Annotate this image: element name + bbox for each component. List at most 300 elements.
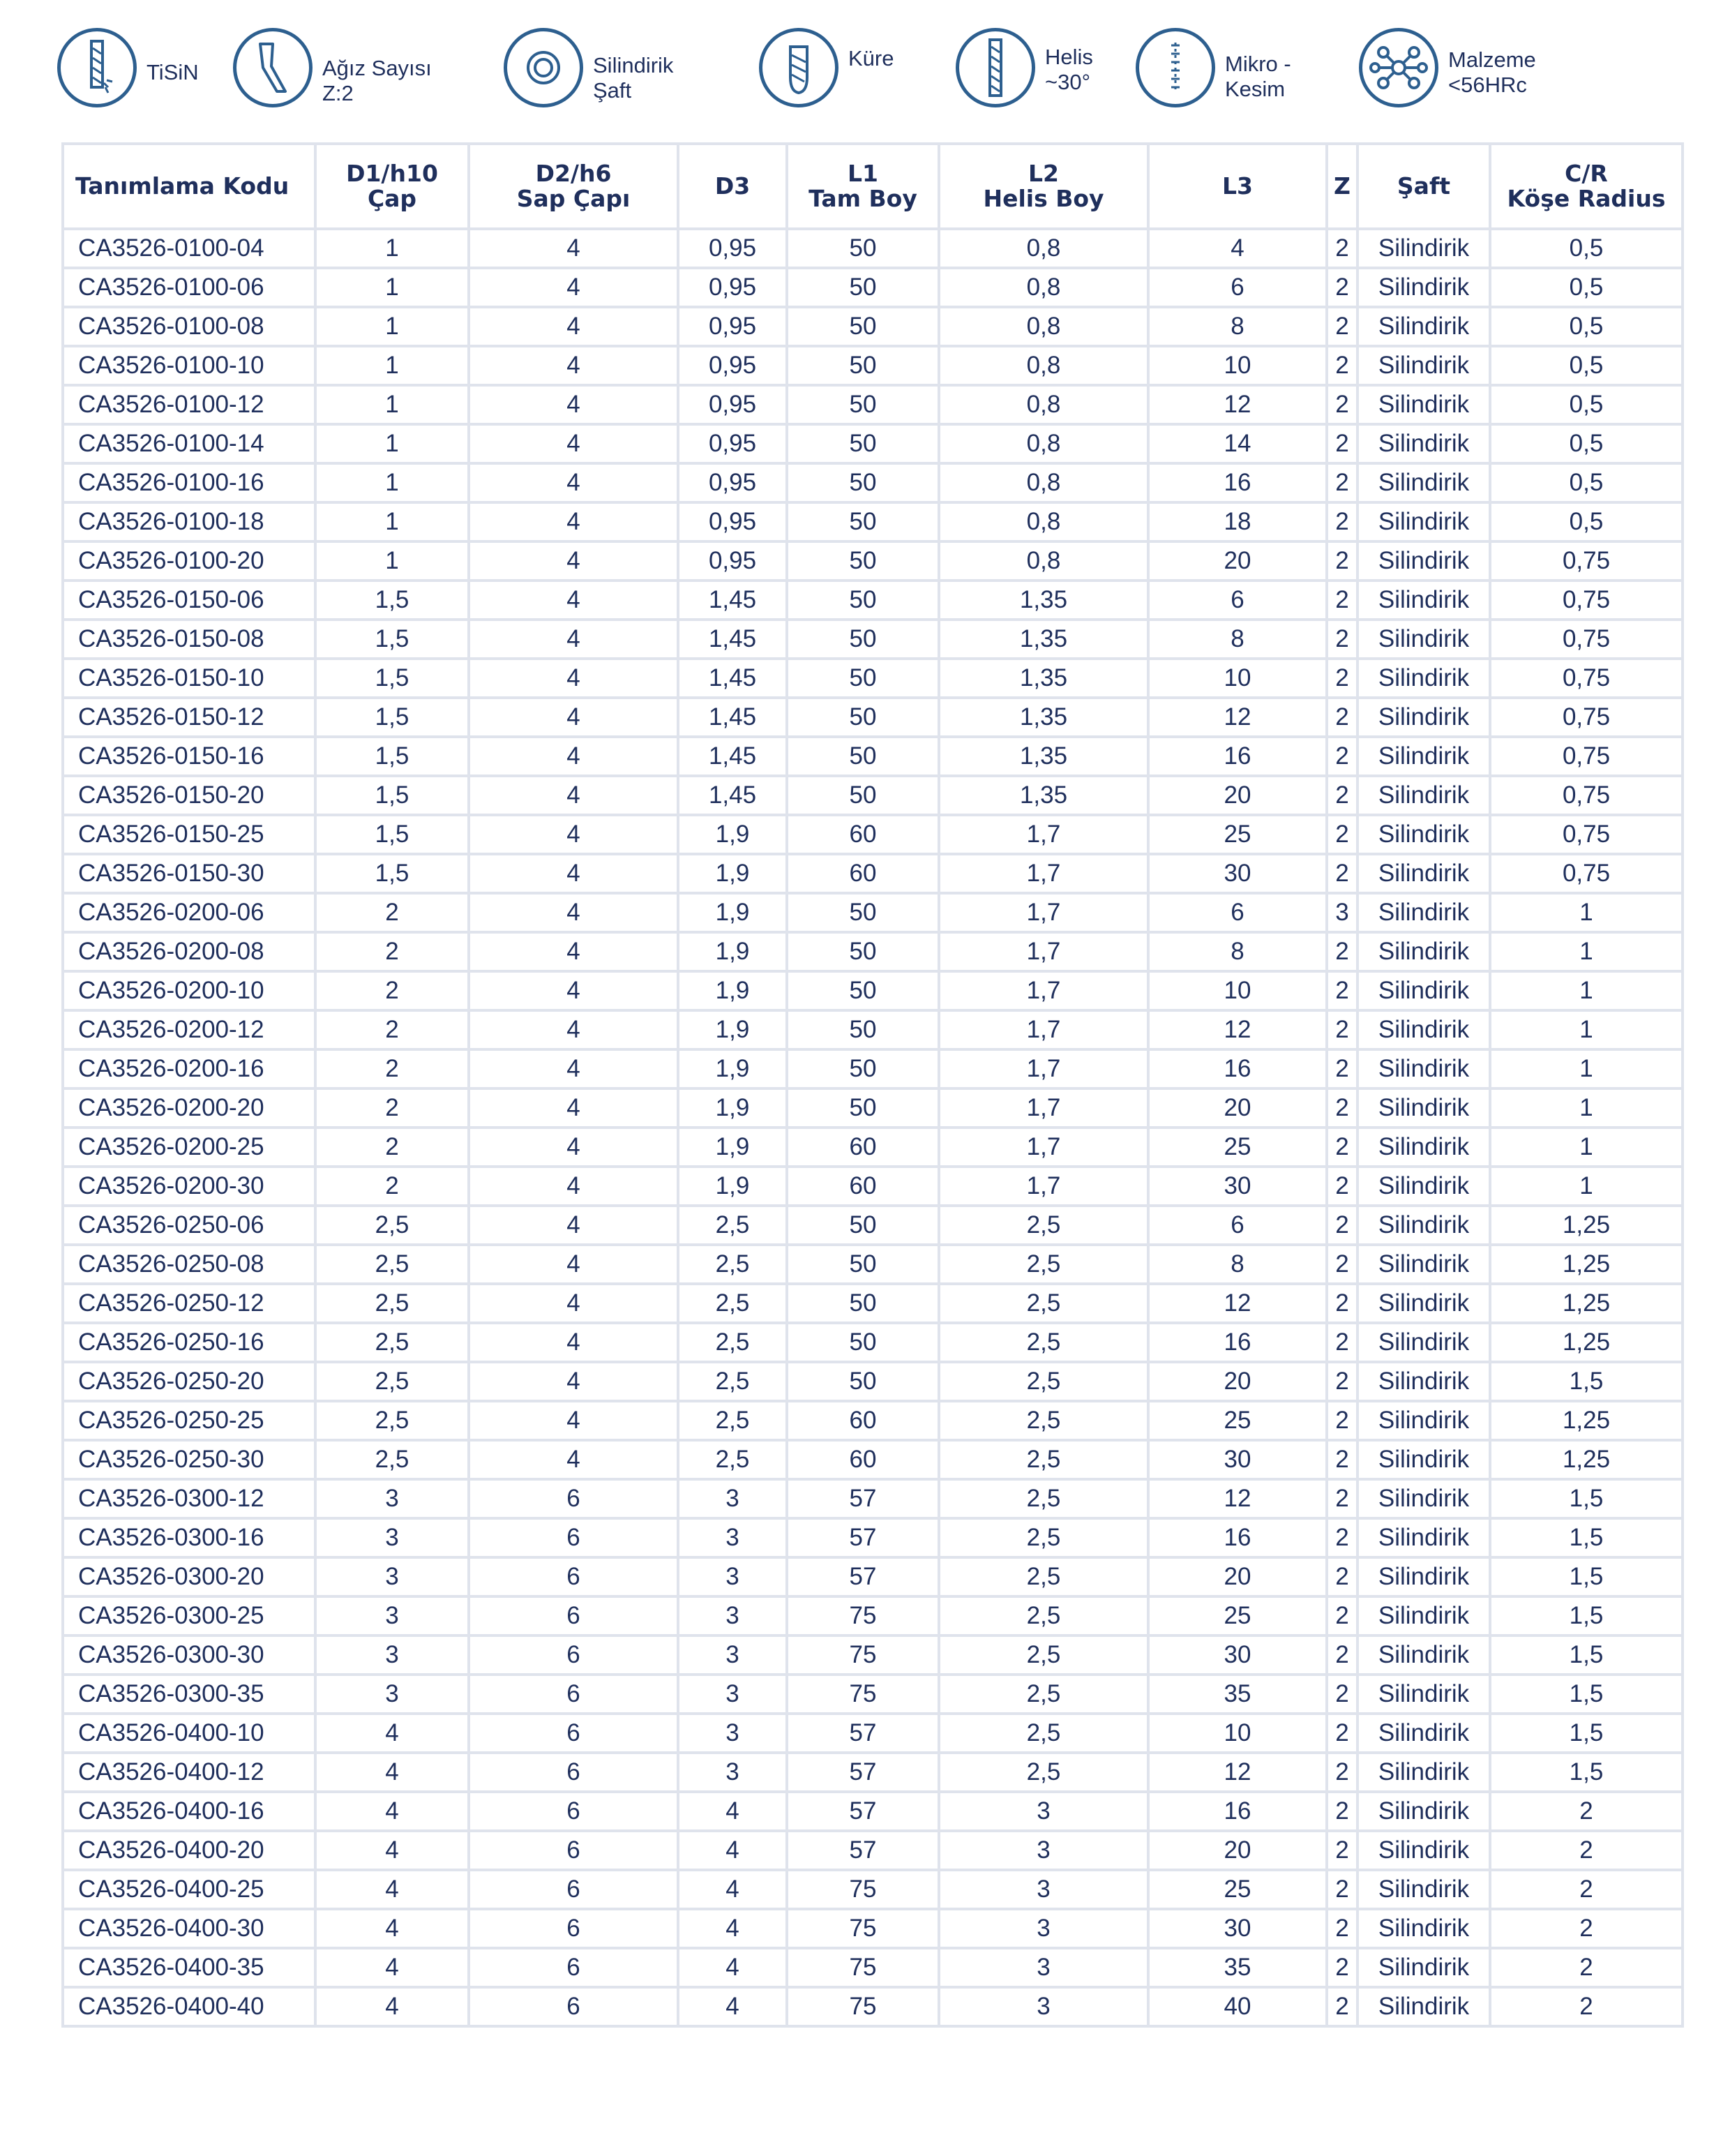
table-cell-d3: 0,95 — [678, 307, 787, 346]
table-cell-code: CA3526-0400-25 — [63, 1870, 315, 1909]
table-cell-l2: 3 — [939, 1909, 1148, 1948]
table-cell-d3: 4 — [678, 1792, 787, 1831]
table-cell-z: 2 — [1327, 1049, 1357, 1088]
table-row — [63, 1948, 1683, 1987]
table-cell-z: 2 — [1327, 424, 1357, 463]
table-cell-l3: 10 — [1148, 346, 1327, 385]
table-cell-d3: 2,5 — [678, 1440, 787, 1479]
table-row — [63, 268, 1683, 307]
table-cell-radius: 0,5 — [1490, 268, 1683, 307]
table-cell-radius: 2 — [1490, 1831, 1683, 1870]
table-cell-d3: 3 — [678, 1753, 787, 1792]
table-row — [63, 1088, 1683, 1128]
table-cell-code: CA3526-0150-06 — [63, 581, 315, 620]
table-cell-l2: 0,8 — [939, 424, 1148, 463]
table-cell-l3: 8 — [1148, 307, 1327, 346]
table-cell-d1: 2 — [315, 1010, 469, 1049]
table-cell-shank: Silindirik — [1357, 581, 1490, 620]
table-cell-l1: 75 — [787, 1635, 939, 1675]
table-cell-l1: 50 — [787, 346, 939, 385]
table-cell-d1: 2,5 — [315, 1206, 469, 1245]
table-cell-z: 2 — [1327, 463, 1357, 502]
table-cell-shank: Silindirik — [1357, 1518, 1490, 1557]
table-cell-l2: 1,35 — [939, 659, 1148, 698]
header-line: L1 — [848, 160, 878, 187]
table-row — [63, 1010, 1683, 1049]
table-cell-radius: 1,25 — [1490, 1440, 1683, 1479]
table-row — [63, 1206, 1683, 1245]
table-cell-radius: 1 — [1490, 1128, 1683, 1167]
table-cell-radius: 1,25 — [1490, 1284, 1683, 1323]
table-cell-d3: 1,9 — [678, 1088, 787, 1128]
table-body — [63, 229, 1683, 2026]
table-cell-l2: 2,5 — [939, 1206, 1148, 1245]
table-cell-d3: 3 — [678, 1635, 787, 1675]
table-row — [63, 1128, 1683, 1167]
table-cell-l1: 75 — [787, 1909, 939, 1948]
table-cell-d1: 1 — [315, 307, 469, 346]
table-cell-d2: 4 — [469, 776, 678, 815]
table-cell-l3: 20 — [1148, 541, 1327, 581]
table-cell-l1: 50 — [787, 385, 939, 424]
table-cell-l3: 6 — [1148, 581, 1327, 620]
table-cell-d2: 6 — [469, 1948, 678, 1987]
feature-label — [1448, 47, 1536, 98]
material-molecule-icon — [1359, 28, 1438, 107]
table-cell-d3: 3 — [678, 1596, 787, 1635]
table-cell-l2: 1,7 — [939, 1049, 1148, 1088]
table-cell-z: 2 — [1327, 1440, 1357, 1479]
table-cell-l1: 75 — [787, 1675, 939, 1714]
table-cell-l3: 16 — [1148, 737, 1327, 776]
column-header-code — [63, 144, 315, 229]
table-cell-d1: 2 — [315, 971, 469, 1010]
table-cell-l3: 4 — [1148, 229, 1327, 268]
table-cell-d1: 2 — [315, 893, 469, 932]
column-header-l3 — [1148, 144, 1327, 229]
table-row — [63, 463, 1683, 502]
table-row — [63, 737, 1683, 776]
table-row — [63, 893, 1683, 932]
table-cell-shank: Silindirik — [1357, 1753, 1490, 1792]
table-cell-code: CA3526-0150-10 — [63, 659, 315, 698]
table-cell-radius: 1,5 — [1490, 1714, 1683, 1753]
table-row — [63, 346, 1683, 385]
table-cell-code: CA3526-0100-20 — [63, 541, 315, 581]
table-cell-z: 2 — [1327, 1010, 1357, 1049]
table-cell-radius: 1,5 — [1490, 1675, 1683, 1714]
table-cell-code: CA3526-0300-12 — [63, 1479, 315, 1518]
table-cell-l2: 2,5 — [939, 1401, 1148, 1440]
feature-label-line: Kesim — [1225, 77, 1286, 101]
product-table-container — [61, 142, 1684, 2028]
table-row — [63, 385, 1683, 424]
table-cell-d1: 1 — [315, 424, 469, 463]
header-line: D1/h10 — [346, 160, 438, 187]
table-cell-d1: 4 — [315, 1948, 469, 1987]
table-cell-d1: 3 — [315, 1596, 469, 1635]
cylindrical-shank-icon — [504, 28, 583, 107]
feature-label-line: Ağız Sayısı — [322, 56, 432, 80]
table-cell-shank: Silindirik — [1357, 1870, 1490, 1909]
table-cell-l3: 6 — [1148, 268, 1327, 307]
table-cell-code: CA3526-0100-04 — [63, 229, 315, 268]
table-cell-l2: 1,35 — [939, 698, 1148, 737]
table-cell-radius: 0,5 — [1490, 229, 1683, 268]
table-cell-d1: 2,5 — [315, 1284, 469, 1323]
table-cell-z: 2 — [1327, 776, 1357, 815]
table-cell-d2: 6 — [469, 1714, 678, 1753]
table-cell-code: CA3526-0250-08 — [63, 1245, 315, 1284]
table-cell-z: 2 — [1327, 1245, 1357, 1284]
column-header-radius — [1490, 144, 1683, 229]
feature-label-line: Şaft — [593, 78, 632, 103]
ball-nose-icon — [759, 28, 838, 107]
table-row — [63, 1675, 1683, 1714]
table-cell-d1: 4 — [315, 1714, 469, 1753]
table-cell-shank: Silindirik — [1357, 971, 1490, 1010]
table-cell-code: CA3526-0200-10 — [63, 971, 315, 1010]
table-cell-l3: 30 — [1148, 854, 1327, 893]
table-cell-d2: 4 — [469, 1049, 678, 1088]
table-cell-l3: 16 — [1148, 1792, 1327, 1831]
table-row — [63, 307, 1683, 346]
table-cell-code: CA3526-0100-16 — [63, 463, 315, 502]
table-cell-l1: 50 — [787, 893, 939, 932]
table-cell-d2: 4 — [469, 541, 678, 581]
table-row — [63, 1245, 1683, 1284]
table-row — [63, 502, 1683, 541]
table-cell-l1: 50 — [787, 1088, 939, 1128]
table-cell-shank: Silindirik — [1357, 1909, 1490, 1948]
table-cell-d3: 1,9 — [678, 971, 787, 1010]
table-cell-code: CA3526-0150-16 — [63, 737, 315, 776]
column-header-d1 — [315, 144, 469, 229]
table-cell-d2: 4 — [469, 620, 678, 659]
table-cell-l3: 18 — [1148, 502, 1327, 541]
table-cell-shank: Silindirik — [1357, 815, 1490, 854]
table-cell-z: 2 — [1327, 541, 1357, 581]
table-cell-l3: 12 — [1148, 698, 1327, 737]
table-cell-d1: 1 — [315, 502, 469, 541]
table-cell-l3: 8 — [1148, 1245, 1327, 1284]
feature-label-line: Helis — [1045, 45, 1093, 69]
feature-label — [848, 46, 894, 71]
table-cell-d2: 4 — [469, 971, 678, 1010]
table-cell-l2: 3 — [939, 1948, 1148, 1987]
table-cell-l2: 1,35 — [939, 776, 1148, 815]
table-cell-l3: 35 — [1148, 1948, 1327, 1987]
table-cell-d1: 2,5 — [315, 1245, 469, 1284]
table-cell-radius: 0,75 — [1490, 541, 1683, 581]
table-cell-l3: 12 — [1148, 1479, 1327, 1518]
table-cell-l2: 1,7 — [939, 1167, 1148, 1206]
table-cell-d2: 6 — [469, 1479, 678, 1518]
table-cell-l1: 75 — [787, 1948, 939, 1987]
table-cell-z: 2 — [1327, 1870, 1357, 1909]
table-cell-l1: 57 — [787, 1518, 939, 1557]
table-cell-radius: 0,75 — [1490, 854, 1683, 893]
table-cell-d1: 2 — [315, 932, 469, 971]
table-cell-d2: 6 — [469, 1909, 678, 1948]
table-cell-d3: 2,5 — [678, 1206, 787, 1245]
table-cell-d2: 4 — [469, 854, 678, 893]
table-row — [63, 1831, 1683, 1870]
table-row — [63, 1557, 1683, 1596]
table-cell-l2: 2,5 — [939, 1596, 1148, 1635]
table-cell-radius: 0,5 — [1490, 463, 1683, 502]
table-cell-code: CA3526-0300-35 — [63, 1675, 315, 1714]
table-cell-d1: 1,5 — [315, 581, 469, 620]
table-cell-d1: 1 — [315, 385, 469, 424]
table-cell-code: CA3526-0150-25 — [63, 815, 315, 854]
table-row — [63, 1753, 1683, 1792]
table-cell-l1: 50 — [787, 541, 939, 581]
table-cell-l1: 50 — [787, 307, 939, 346]
table-cell-l2: 1,35 — [939, 737, 1148, 776]
table-cell-d3: 0,95 — [678, 385, 787, 424]
header-line: Çap — [367, 185, 417, 212]
table-cell-radius: 1,25 — [1490, 1401, 1683, 1440]
table-cell-l3: 30 — [1148, 1909, 1327, 1948]
header-line: Şaft — [1397, 172, 1451, 200]
table-row — [63, 1792, 1683, 1831]
table-cell-code: CA3526-0400-30 — [63, 1909, 315, 1948]
table-cell-d2: 6 — [469, 1753, 678, 1792]
table-cell-l3: 25 — [1148, 1401, 1327, 1440]
table-cell-d3: 4 — [678, 1909, 787, 1948]
table-cell-d2: 4 — [469, 893, 678, 932]
table-cell-radius: 1 — [1490, 932, 1683, 971]
table-cell-z: 2 — [1327, 1167, 1357, 1206]
table-cell-z: 2 — [1327, 1284, 1357, 1323]
table-cell-l3: 8 — [1148, 932, 1327, 971]
table-cell-d3: 1,9 — [678, 932, 787, 971]
table-cell-l2: 2,5 — [939, 1440, 1148, 1479]
table-cell-d1: 1 — [315, 229, 469, 268]
table-cell-l3: 10 — [1148, 659, 1327, 698]
table-cell-z: 2 — [1327, 1909, 1357, 1948]
table-cell-z: 2 — [1327, 1088, 1357, 1128]
table-cell-l2: 0,8 — [939, 346, 1148, 385]
table-cell-z: 2 — [1327, 1792, 1357, 1831]
table-cell-code: CA3526-0150-08 — [63, 620, 315, 659]
table-cell-l3: 12 — [1148, 1284, 1327, 1323]
table-cell-radius: 0,5 — [1490, 424, 1683, 463]
table-cell-d3: 3 — [678, 1557, 787, 1596]
table-cell-z: 2 — [1327, 815, 1357, 854]
table-cell-l3: 6 — [1148, 893, 1327, 932]
table-cell-d2: 4 — [469, 502, 678, 541]
table-cell-shank: Silindirik — [1357, 1987, 1490, 2026]
table-cell-d3: 1,9 — [678, 854, 787, 893]
column-header-l1 — [787, 144, 939, 229]
table-row — [63, 1049, 1683, 1088]
table-cell-shank: Silindirik — [1357, 1714, 1490, 1753]
table-cell-d3: 2,5 — [678, 1245, 787, 1284]
table-cell-d1: 1,5 — [315, 620, 469, 659]
table-row — [63, 1401, 1683, 1440]
table-cell-l3: 30 — [1148, 1635, 1327, 1675]
table-cell-d2: 4 — [469, 1128, 678, 1167]
table-cell-l3: 16 — [1148, 1049, 1327, 1088]
table-cell-radius: 1,5 — [1490, 1362, 1683, 1401]
table-cell-code: CA3526-0200-25 — [63, 1128, 315, 1167]
table-cell-shank: Silindirik — [1357, 698, 1490, 737]
table-cell-d2: 4 — [469, 385, 678, 424]
table-cell-d3: 1,45 — [678, 776, 787, 815]
table-cell-d1: 2,5 — [315, 1401, 469, 1440]
table-cell-d2: 4 — [469, 737, 678, 776]
table-cell-l1: 57 — [787, 1557, 939, 1596]
table-cell-shank: Silindirik — [1357, 1635, 1490, 1675]
table-row — [63, 1479, 1683, 1518]
table-cell-z: 2 — [1327, 346, 1357, 385]
table-cell-d2: 4 — [469, 1245, 678, 1284]
table-cell-shank: Silindirik — [1357, 1792, 1490, 1831]
table-cell-l2: 0,8 — [939, 307, 1148, 346]
table-cell-z: 2 — [1327, 659, 1357, 698]
table-cell-d1: 4 — [315, 1753, 469, 1792]
table-cell-radius: 0,75 — [1490, 698, 1683, 737]
header-line: D3 — [714, 172, 751, 200]
table-cell-d2: 4 — [469, 815, 678, 854]
table-cell-d2: 4 — [469, 581, 678, 620]
table-cell-code: CA3526-0200-12 — [63, 1010, 315, 1049]
table-cell-l2: 0,8 — [939, 502, 1148, 541]
table-cell-z: 2 — [1327, 268, 1357, 307]
helix-icon — [956, 28, 1035, 107]
table-cell-radius: 1,5 — [1490, 1596, 1683, 1635]
table-cell-l1: 50 — [787, 932, 939, 971]
table-cell-d3: 0,95 — [678, 463, 787, 502]
table-row — [63, 1635, 1683, 1675]
table-cell-d2: 4 — [469, 1088, 678, 1128]
table-cell-d2: 4 — [469, 659, 678, 698]
table-cell-l3: 40 — [1148, 1987, 1327, 2026]
table-cell-code: CA3526-0100-06 — [63, 268, 315, 307]
table-cell-d3: 1,9 — [678, 1167, 787, 1206]
table-cell-d1: 3 — [315, 1479, 469, 1518]
table-cell-d3: 3 — [678, 1479, 787, 1518]
table-cell-radius: 1 — [1490, 1010, 1683, 1049]
table-cell-l1: 57 — [787, 1831, 939, 1870]
table-cell-shank: Silindirik — [1357, 1948, 1490, 1987]
table-cell-shank: Silindirik — [1357, 385, 1490, 424]
table-cell-radius: 0,5 — [1490, 346, 1683, 385]
table-cell-l2: 2,5 — [939, 1557, 1148, 1596]
table-cell-d1: 2,5 — [315, 1323, 469, 1362]
table-cell-l2: 3 — [939, 1831, 1148, 1870]
table-cell-l1: 50 — [787, 268, 939, 307]
table-cell-l2: 2,5 — [939, 1362, 1148, 1401]
header-line: Z — [1334, 172, 1351, 200]
table-cell-radius: 1,5 — [1490, 1479, 1683, 1518]
table-cell-code: CA3526-0150-30 — [63, 854, 315, 893]
header-line: L3 — [1222, 172, 1253, 200]
table-cell-l3: 10 — [1148, 1714, 1327, 1753]
table-cell-code: CA3526-0100-18 — [63, 502, 315, 541]
table-cell-d3: 3 — [678, 1675, 787, 1714]
table-cell-code: CA3526-0250-16 — [63, 1323, 315, 1362]
table-cell-z: 2 — [1327, 854, 1357, 893]
table-cell-d3: 1,9 — [678, 1128, 787, 1167]
table-row — [63, 1987, 1683, 2026]
table-cell-shank: Silindirik — [1357, 1557, 1490, 1596]
table-cell-z: 2 — [1327, 1831, 1357, 1870]
table-cell-d1: 2 — [315, 1088, 469, 1128]
table-cell-d3: 1,9 — [678, 815, 787, 854]
table-cell-l3: 16 — [1148, 1518, 1327, 1557]
table-cell-l2: 1,35 — [939, 581, 1148, 620]
table-cell-shank: Silindirik — [1357, 307, 1490, 346]
table-cell-l3: 12 — [1148, 1753, 1327, 1792]
table-cell-d3: 1,45 — [678, 581, 787, 620]
table-cell-d3: 1,45 — [678, 659, 787, 698]
table-cell-l2: 0,8 — [939, 463, 1148, 502]
table-cell-d2: 4 — [469, 268, 678, 307]
table-row — [63, 620, 1683, 659]
table-cell-shank: Silindirik — [1357, 932, 1490, 971]
micro-cut-icon — [1136, 28, 1215, 107]
table-cell-d1: 1,5 — [315, 659, 469, 698]
table-cell-shank: Silindirik — [1357, 1088, 1490, 1128]
table-cell-z: 2 — [1327, 1128, 1357, 1167]
table-cell-d2: 6 — [469, 1831, 678, 1870]
table-row — [63, 1870, 1683, 1909]
table-cell-d3: 3 — [678, 1714, 787, 1753]
table-cell-d3: 1,9 — [678, 893, 787, 932]
table-cell-l3: 20 — [1148, 776, 1327, 815]
table-cell-shank: Silindirik — [1357, 1362, 1490, 1401]
table-cell-l1: 50 — [787, 424, 939, 463]
table-cell-radius: 1,5 — [1490, 1753, 1683, 1792]
table-cell-d2: 4 — [469, 1284, 678, 1323]
table-row — [63, 541, 1683, 581]
table-cell-d2: 4 — [469, 1206, 678, 1245]
table-cell-z: 2 — [1327, 385, 1357, 424]
table-cell-code: CA3526-0300-25 — [63, 1596, 315, 1635]
table-cell-d3: 4 — [678, 1870, 787, 1909]
table-cell-d3: 0,95 — [678, 229, 787, 268]
table-cell-l1: 50 — [787, 463, 939, 502]
table-row — [63, 1362, 1683, 1401]
column-header-shank — [1357, 144, 1490, 229]
header-line: D2/h6 — [535, 160, 612, 187]
column-header-d3 — [678, 144, 787, 229]
table-cell-d1: 1 — [315, 268, 469, 307]
table-cell-radius: 0,75 — [1490, 581, 1683, 620]
table-cell-code: CA3526-0300-20 — [63, 1557, 315, 1596]
table-cell-d2: 4 — [469, 932, 678, 971]
table-cell-shank: Silindirik — [1357, 1010, 1490, 1049]
feature-label-line: Küre — [848, 46, 894, 70]
table-cell-d2: 4 — [469, 1010, 678, 1049]
table-cell-shank: Silindirik — [1357, 854, 1490, 893]
tisin-coating-icon — [57, 28, 137, 107]
table-cell-d1: 1 — [315, 346, 469, 385]
table-cell-d3: 2,5 — [678, 1401, 787, 1440]
table-cell-d2: 4 — [469, 307, 678, 346]
table-cell-d3: 0,95 — [678, 424, 787, 463]
table-cell-d2: 6 — [469, 1635, 678, 1675]
table-cell-l2: 0,8 — [939, 229, 1148, 268]
table-cell-l2: 2,5 — [939, 1479, 1148, 1518]
table-cell-d1: 2,5 — [315, 1362, 469, 1401]
table-cell-d2: 4 — [469, 463, 678, 502]
table-cell-radius: 0,5 — [1490, 385, 1683, 424]
table-cell-radius: 2 — [1490, 1987, 1683, 2026]
